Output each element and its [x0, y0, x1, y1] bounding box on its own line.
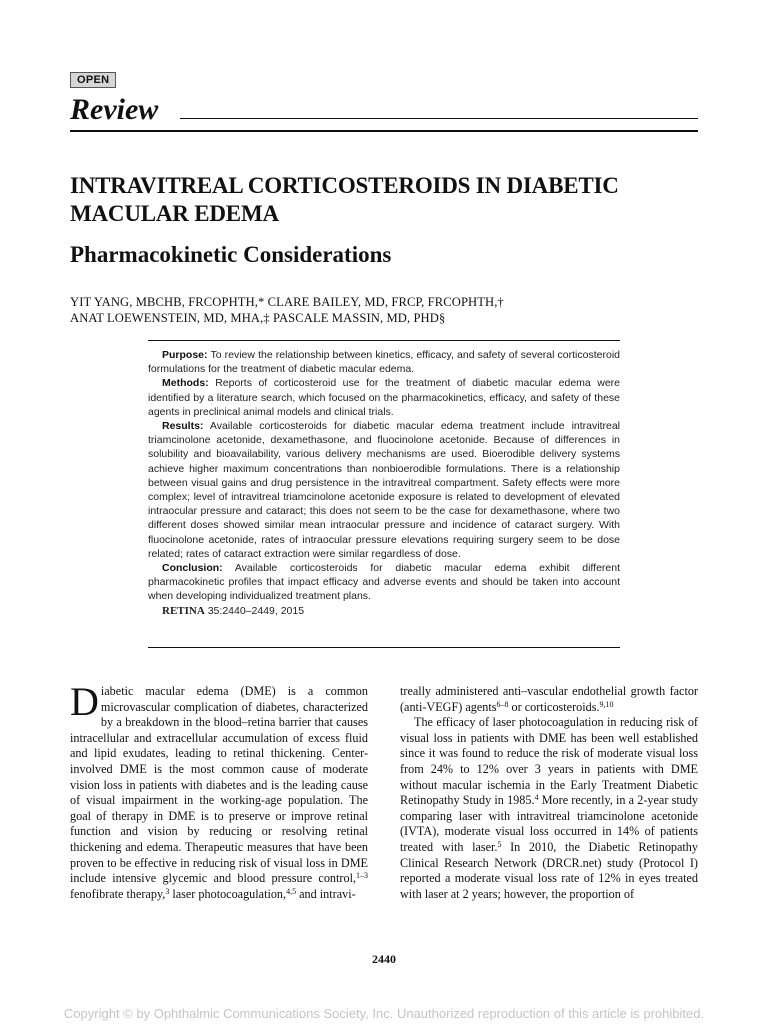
conclusion-label: Conclusion: — [162, 562, 223, 575]
body-text: More recently, in a 2-year study comparing laser with intravitreal triamcinolone acetonide (IVTA), moderate visual loss occurred in 14% of patients treated with laser. — [400, 793, 699, 854]
section-header — [70, 92, 698, 132]
intro-paragraph — [70, 679, 368, 902]
journal-name: RETINA — [162, 604, 205, 617]
body-column-right — [400, 684, 698, 902]
results-text: Available corticosteroids for diabetic macular edema treatment include intravitreal triamcinolone acetonide, dexamethasone, and fluocinolone acetonide. Because of differences in solubility and bioavailability, various delivery mechanisms are used. Bioerodible delivery systems achieve higher maximum concentrations than nonbioerodible formulations. There is a relationship between visual gains and drug persistence in the intravitreal compartment. Safety effects were more complex; level of intravitreal triamcinolone acetonide exposure is related to development of elevated intraocular pressure and cataract; this does not seem to be the case for dexamethasone, where two different doses showed similar mean intraocular pressure and incidence of cataract surgery. With fluocinolone acetonide, rates of intraocular pressure elevations requiring surgery seem to be dose related; rates of cataract extraction were similar regardless of dose. — [148, 420, 621, 560]
copyright-footer: Copyright © by Ophthalmic Communications Society, Inc. Unauthorized reproduction of this article is prohibited. — [63, 1006, 705, 1021]
intro-paragraph-continued — [400, 684, 698, 715]
methods-label: Methods: — [162, 377, 209, 390]
abstract-bottom-rule — [148, 647, 620, 648]
body-text: fenofibrate therapy, — [70, 886, 166, 901]
abstract-methods — [148, 376, 620, 419]
header-rule-thin — [180, 118, 698, 119]
body-text: and intravi- — [296, 886, 356, 901]
body-text: treally administered anti–vascular endothelial growth factor (anti-VEGF) agents — [400, 684, 698, 714]
results-label: Results: — [162, 420, 204, 433]
body-text: The efficacy of laser photocoagulation in reducing risk of visual loss in patients with DME has been well established since it was found to reduce the risk of moderate visual loss from 24% to 12% over 3 years in patients with DME without macular ischemia in the Early Treatment Diabetic Retinopathy Study in 1985. — [400, 715, 698, 808]
header-rule-thick — [70, 130, 698, 132]
citation-ref: 3 — [165, 886, 170, 896]
abstract-conclusion — [148, 561, 620, 604]
citation-ref: 4,5 — [286, 886, 297, 896]
page-number: 2440 — [372, 952, 396, 966]
body-text: laser photocoagulation, — [169, 886, 287, 901]
body-text: or corticosteroids. — [508, 699, 600, 714]
body-column-left — [70, 679, 368, 902]
article-subtitle: Pharmacokinetic Considerations — [70, 242, 392, 267]
citation-ref: 5 — [497, 839, 502, 849]
abstract-purpose — [148, 348, 620, 376]
authors-line-2: ANAT LOEWENSTEIN, MD, MHA,‡ PASCALE MASSIN, MD, PHD§ — [70, 311, 446, 325]
citation-text: 35:2440–2449, 2015 — [207, 604, 305, 617]
author-list — [70, 294, 710, 326]
open-access-badge: OPEN — [70, 72, 116, 88]
section-label: Review — [70, 92, 164, 128]
body-text: In 2010, the Diabetic Retinopathy Clinical Research Network (DRCR.net) study (Protocol I) reported a moderate visual loss rate of 12% in eyes treated with laser at 2 years; however, the proportion of — [400, 839, 698, 901]
conclusion-text: Available corticosteroids for diabetic macular edema exhibit different pharmacokinetic profiles that impact efficacy and adverse events and should be taken into account when developing individualized treatment plans. — [148, 562, 621, 603]
citation-ref: 4 — [534, 793, 539, 803]
article-title: INTRAVITREAL CORTICOSTEROIDS IN DIABETIC MACULAR EDEMA — [70, 173, 619, 226]
body-text: iabetic macular edema (DME) is a common microvascular complication of diabetes, characterized by a breakdown in the blood–retina barrier that causes intracellular and extracellular accumulation of excess fluid and lipid exudates, leading to retinal thickening. Center-involved DME is the most common cause of moderate vision loss in patients with diabetes and is the leading cause of visual impairment in the working-age population. The goal of therapy in DME is to preserve or improve retinal function and vision by reducing or resolving retinal thickening and edema. Therapeutic measures that have been proven to be effective in reducing risk of visual loss in DME include intensive glycemic and blood pressure control, — [70, 684, 368, 886]
purpose-label: Purpose: — [162, 349, 208, 361]
authors-line-1: YIT YANG, MBCHB, FRCOPHTH,* CLARE BAILEY, MD, FRCP, FRCOPHTH,† — [70, 295, 504, 309]
drop-cap: D — [70, 679, 99, 724]
citation-ref: 1–3 — [356, 871, 368, 881]
purpose-text: To review the relationship between kinetics, efficacy, and safety of several corticosteroid formulations for the treatment of diabetic macular edema. — [148, 349, 620, 376]
methods-text: Reports of corticosteroid use for the treatment of diabetic macular edema were identified by a literature search, which focused on the pharmacokinetics, efficacy, and safety of these agents in preclinical animal models and clinical trials. — [148, 377, 621, 418]
citation-ref: 6–8 — [496, 699, 509, 709]
abstract-results — [148, 419, 620, 561]
citation-ref: 9,10 — [599, 699, 614, 709]
citation-line — [148, 604, 620, 618]
laser-paragraph — [400, 715, 698, 902]
abstract — [148, 340, 620, 618]
